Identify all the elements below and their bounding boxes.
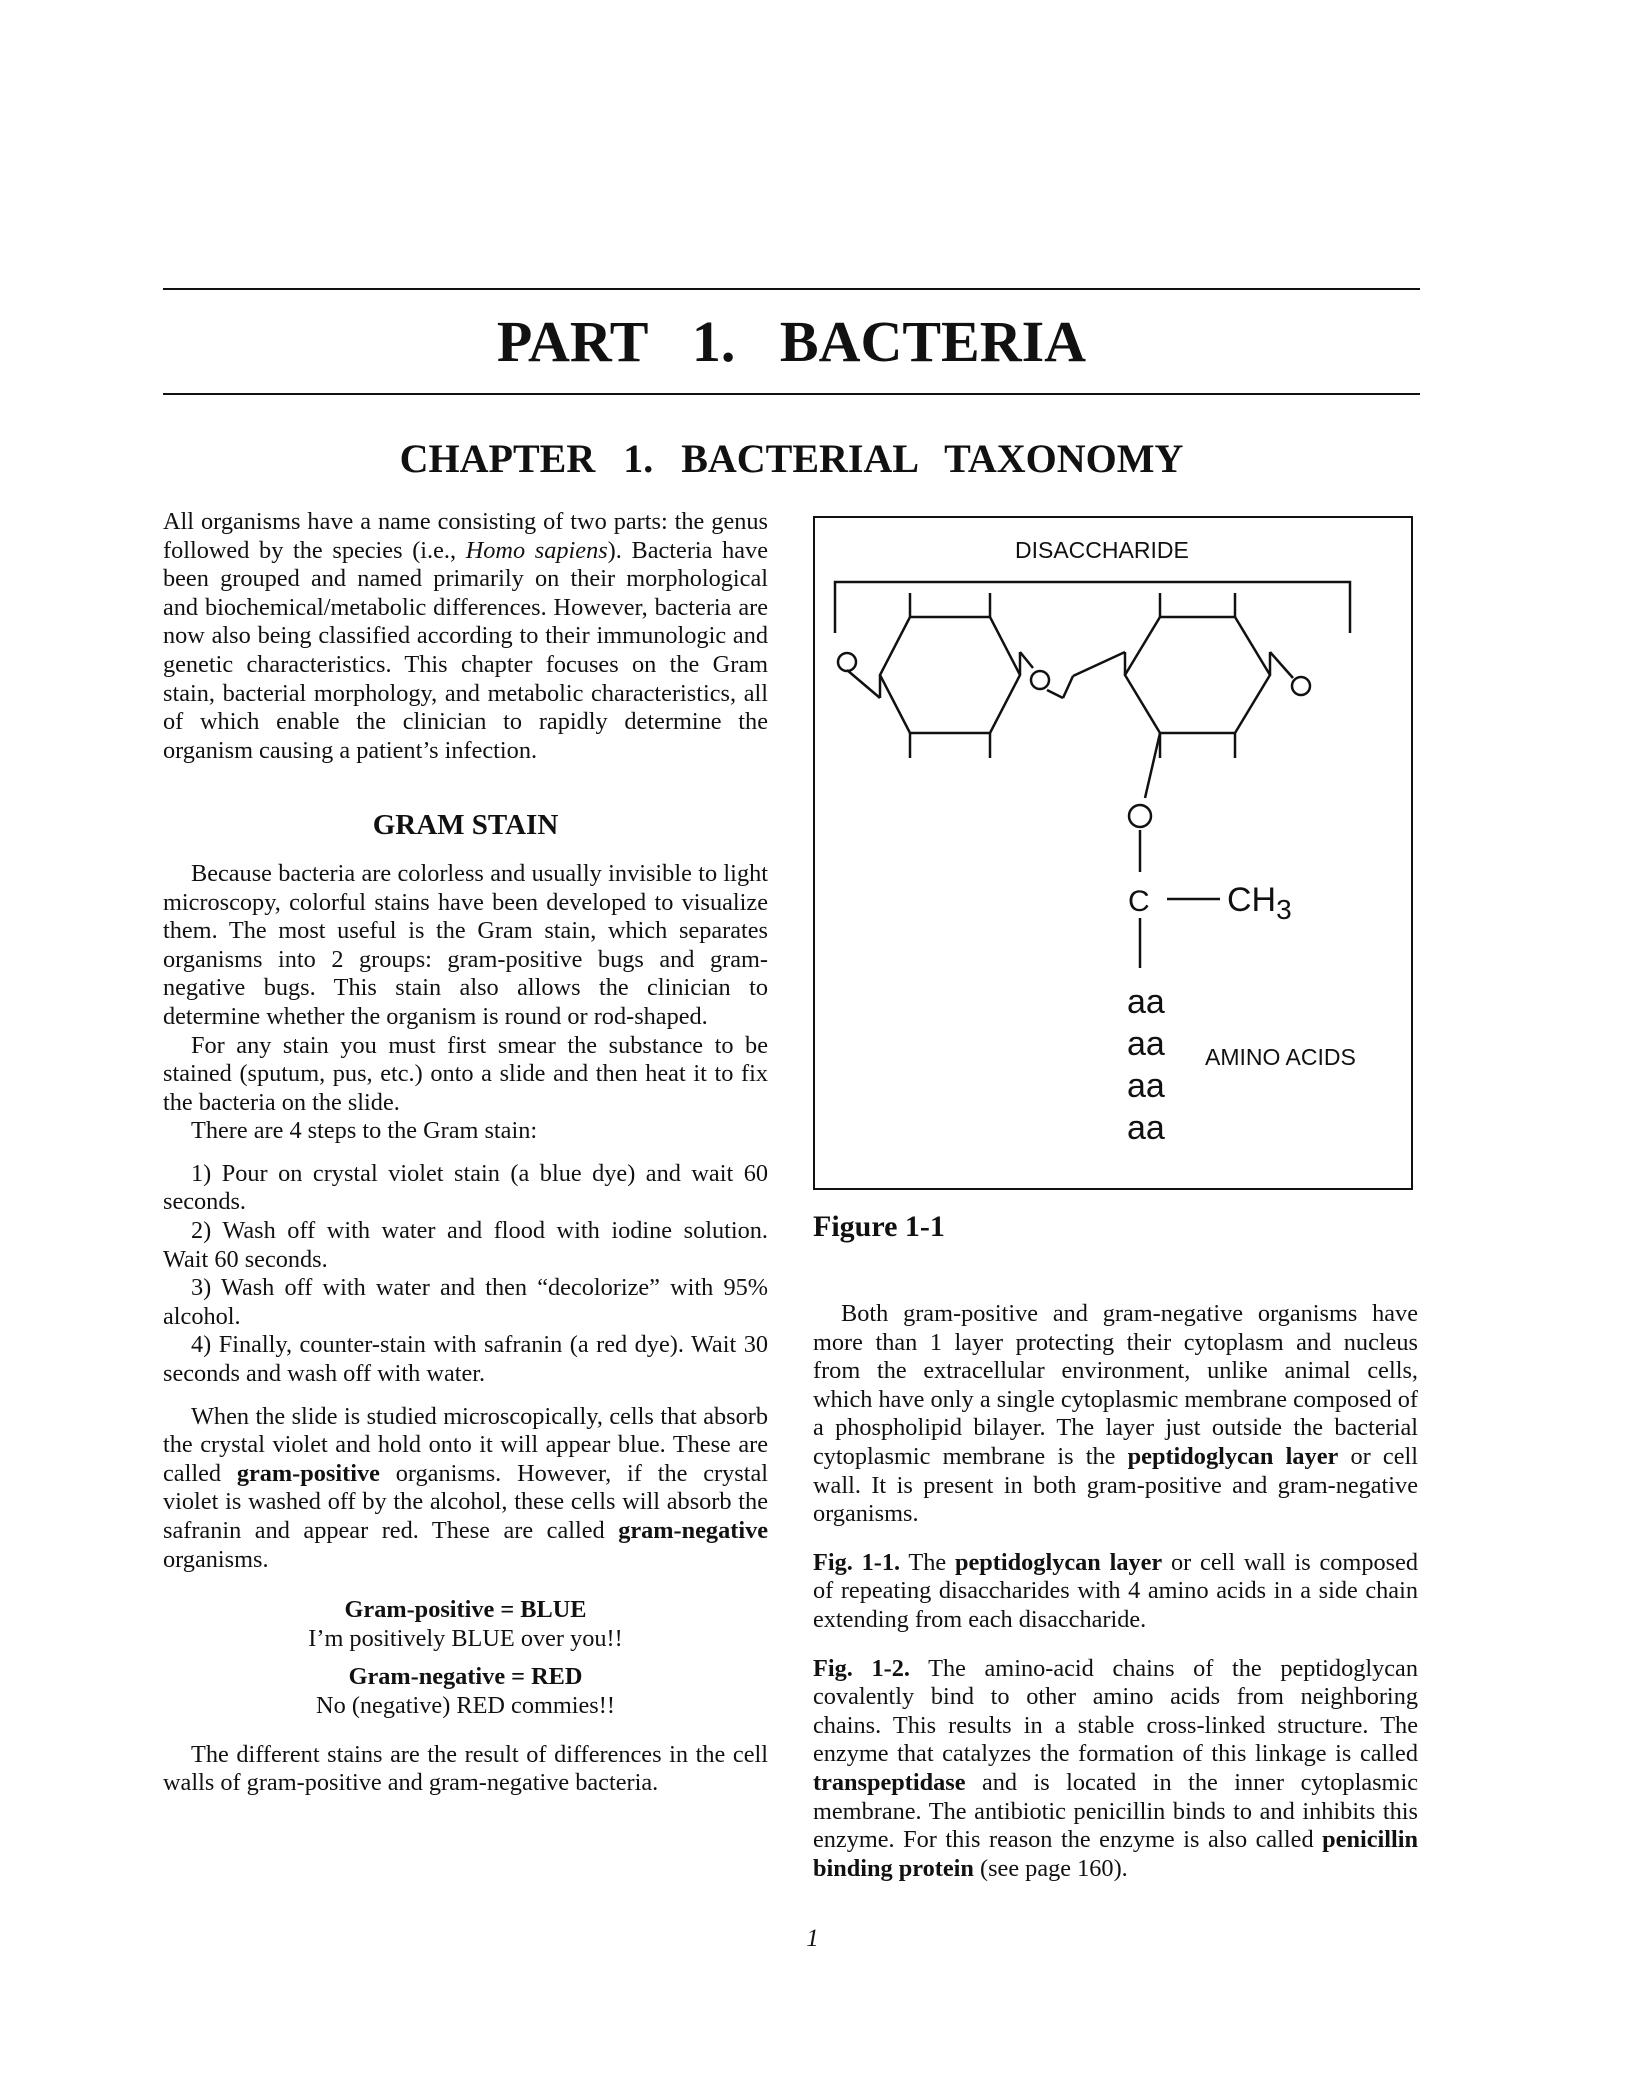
peptidoglycan-term: peptidoglycan layer — [955, 1548, 1163, 1576]
oxygen-circle — [1031, 671, 1049, 689]
gram-stain-paragraph: Because bacteria are colorless and usually invisible to light microscopy, colorful stains have been developed to visualize them. The most useful is the Gram stain, which separates organisms into 2 groups: gram-positive bugs and gram-negative bugs. This stain also allows the clinician to determine whether the organism is round or rod-shaped. — [163, 859, 768, 1030]
methyl-label: $CH_3$ — [1227, 881, 1292, 925]
sugar-ring-left — [880, 617, 1020, 733]
cell-wall-paragraph: The different stains are the result of differences in the cell walls of gram-positive and gram-negative bacteria. — [163, 1740, 768, 1797]
amino-acids-label: AMINO ACIDS — [1205, 1044, 1356, 1070]
species-example: Homo sapiens — [465, 536, 608, 564]
steps-intro: There are 4 steps to the Gram stain: — [191, 1117, 538, 1145]
step-item: 4) Finally, counter-stain with safranin (a red dye). Wait 30 seconds and wash off with water. — [163, 1331, 768, 1388]
figure-1-1 — [813, 516, 1413, 1190]
carbon-label: C — [1128, 885, 1150, 918]
section-heading: GRAM STAIN — [372, 809, 559, 842]
transpeptidase-term: transpeptidase — [813, 1768, 966, 1796]
mnemonic-positive-header: Gram-positive = BLUE — [344, 1596, 587, 1624]
part-title: PART 1. BACTERIA — [496, 309, 1087, 374]
right-column — [813, 1300, 1418, 1883]
bottom-rule — [163, 393, 1420, 395]
left-column — [163, 508, 768, 1798]
sugar-ring-right — [1125, 617, 1270, 733]
figure-caption: Figure 1-1 — [813, 1210, 945, 1243]
mnemonic-positive — [163, 1596, 768, 1653]
oxygen-circle — [1292, 677, 1310, 695]
layers-paragraph: Both gram-positive and gram-negative organisms have more than 1 layer protecting their cytoplasm and nucleus from the extracellular environment, unlike animal cells, which have only a single cytoplasmic membrane composed of a phospholipid bilayer. The layer just outside the bacterial cytoplasmic membrane is the peptidoglycan layer or cell wall. It is present in both gram-positive and gram-negative organisms. — [813, 1300, 1418, 1528]
fig-1-1-label: Fig. 1-1. — [813, 1548, 901, 1576]
oxygen-circle — [1129, 805, 1151, 827]
microscopy-paragraph: When the slide is studied microscopically, cells that absorb the crystal violet and hold onto it will appear blue. These are called gram-positive organisms. However, if the crystal violet is washed off by the alcohol, these cells will absorb the safranin and appear red. These are called gram-negative organisms. — [163, 1402, 769, 1573]
fig-1-2-label: Fig. 1-2. — [813, 1654, 910, 1682]
amino-acid-label: aa — [1127, 1067, 1165, 1105]
amino-acid-label: aa — [1127, 1025, 1165, 1063]
fig-1-2-description: Fig. 1-2. The amino-acid chains of the peptidoglycan covalently bind to other amino acids from neighboring chains. This results in a stable cross-linked structure. The enzyme that catalyzes the formation of this linkage is called transpeptidase and is located in the inner cytoplasmic membrane. The antibiotic penicillin binds to and inhibits this enzyme. For this reason the enzyme is also called penicillin binding protein (see page 160). — [813, 1654, 1418, 1882]
amino-acid-label: aa — [1127, 983, 1165, 1021]
amino-acid-label: aa — [1127, 1109, 1165, 1147]
penicillin-binding-protein-term: penicillin binding protein — [813, 1826, 1418, 1882]
mnemonic-positive-line: I’m positively BLUE over you!! — [308, 1624, 623, 1652]
disaccharide-label: DISACCHARIDE — [1015, 537, 1189, 563]
smear-paragraph: For any stain you must first smear the substance to be stained (sputum, pus, etc.) onto a slide and then heat it to fix the bacteria on the slide. — [163, 1031, 768, 1116]
step-item: 2) Wash off with water and flood with iodine solution. Wait 60 seconds. — [163, 1217, 768, 1273]
mnemonic-negative-header: Gram-negative = RED — [348, 1663, 583, 1691]
intro-paragraph: All organisms have a name consisting of two parts: the genus followed by the species (i.e., Homo sapiens). Bacteria have been grouped and named primarily on their morphological and biochemical/metabolic differences. However, bacteria are now also being classified according to their immunologic and genetic characteristics. This chapter focuses on the Gram stain, bacterial morphology, and metabolic characteristics, all of which enable the clinician to rapidly determine the organism causing a patient’s infection. — [163, 508, 768, 764]
mnemonic-negative-line: No (negative) RED commies!! — [316, 1691, 615, 1719]
disaccharide-bracket — [835, 582, 1350, 633]
step-item: 1) Pour on crystal violet stain (a blue dye) and wait 60 seconds. — [163, 1159, 768, 1216]
steps-list — [163, 1160, 768, 1389]
gram-negative-term: gram-negative — [618, 1517, 768, 1544]
step-item: 3) Wash off with water and then “decolorize” with 95% alcohol. — [163, 1274, 768, 1330]
mnemonic-negative — [163, 1663, 768, 1720]
page-number: 1 — [806, 1925, 819, 1952]
gram-positive-term: gram-positive — [236, 1459, 380, 1487]
peptidoglycan-diagram — [815, 518, 1411, 1188]
oxygen-circle — [838, 653, 856, 671]
chapter-title: CHAPTER 1. BACTERIAL TAXONOMY — [399, 436, 1184, 481]
top-rule — [163, 288, 1420, 290]
fig-1-1-description: Fig. 1-1. The peptidoglycan layer or cell wall is composed of repeating disaccharides with 4 amino acids in a side chain extending from each disaccharide. — [813, 1548, 1419, 1633]
peptidoglycan-term: peptidoglycan layer — [1127, 1442, 1339, 1470]
